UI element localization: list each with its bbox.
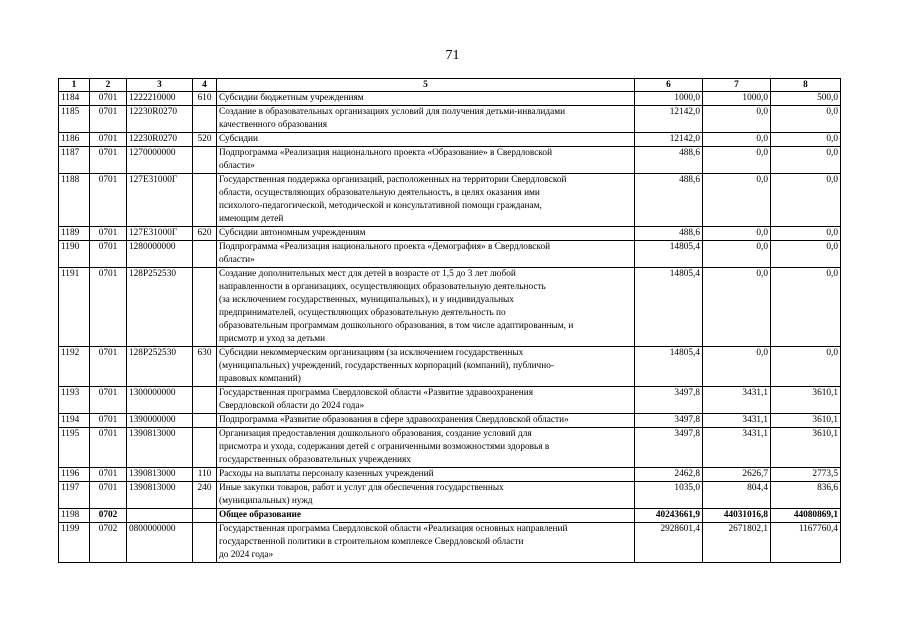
amount-year2-cell: 0,0 (703, 268, 771, 347)
expense-type-cell (193, 106, 217, 133)
target-article-cell: 128P252530 (127, 347, 193, 387)
amount-year3-cell: 0,0 (771, 347, 841, 387)
section-code-cell: 0701 (90, 241, 127, 268)
target-article-cell: 1270000000 (127, 147, 193, 174)
expense-type-cell (193, 414, 217, 428)
amount-year1-cell: 3497,8 (635, 428, 703, 468)
expense-type-cell: 520 (193, 133, 217, 147)
section-code-cell: 0701 (90, 482, 127, 509)
section-code-cell: 0701 (90, 147, 127, 174)
header-cell: 1 (59, 79, 90, 92)
section-code-cell: 0701 (90, 268, 127, 347)
row-number-cell: 1188 (59, 174, 90, 227)
amount-year3-cell: 1167760,4 (771, 523, 841, 563)
header-cell: 6 (635, 79, 703, 92)
amount-year1-cell: 14805,4 (635, 268, 703, 347)
table-row (59, 509, 841, 523)
item-name-cell: Субсидии (217, 133, 635, 147)
item-name-cell: Субсидии бюджетным учреждениям (217, 92, 635, 106)
expense-type-cell (193, 174, 217, 227)
item-name-cell: Подпрограмма «Реализация национального проекта «Демография» в Свердловской области» (217, 241, 635, 268)
row-number-cell: 1186 (59, 133, 90, 147)
amount-year2-cell: 0,0 (703, 241, 771, 268)
target-article-cell: 128P252530 (127, 268, 193, 347)
amount-year3-cell: 500,0 (771, 92, 841, 106)
table-row (59, 227, 841, 241)
amount-year3-cell: 0,0 (771, 133, 841, 147)
table-row (59, 92, 841, 106)
amount-year1-cell: 12142,0 (635, 133, 703, 147)
row-number-cell: 1198 (59, 509, 90, 523)
header-cell: 7 (703, 79, 771, 92)
target-article-cell: 1390813000 (127, 482, 193, 509)
item-name-cell: Государственная программа Свердловской области «Реализация основных направлений государственной политики в строительном комплексе Свердловской области до 2024 года» (217, 523, 635, 563)
amount-year2-cell: 0,0 (703, 347, 771, 387)
amount-year2-cell: 3431,1 (703, 387, 771, 414)
section-code-cell: 0701 (90, 468, 127, 482)
section-code-cell: 0702 (90, 523, 127, 563)
item-name-cell: Подпрограмма «Реализация национального проекта «Образование» в Свердловской области» (217, 147, 635, 174)
amount-year3-cell: 0,0 (771, 241, 841, 268)
item-name-cell: Субсидии некоммерческим организациям (за исключением государственных (муниципальных) учреждений, государственных корпораций (компаний), публично- правовых компаний) (217, 347, 635, 387)
expense-type-cell (193, 523, 217, 563)
table-row (59, 174, 841, 227)
table-row (59, 428, 841, 468)
table-row (59, 414, 841, 428)
target-article-cell: 1280000000 (127, 241, 193, 268)
page-number: 71 (445, 48, 460, 63)
item-name-cell: Иные закупки товаров, работ и услуг для обеспечения государственных (муниципальных) нужд (217, 482, 635, 509)
amount-year2-cell: 0,0 (703, 106, 771, 133)
amount-year1-cell: 2462,8 (635, 468, 703, 482)
expense-type-cell: 610 (193, 92, 217, 106)
row-number-cell: 1191 (59, 268, 90, 347)
amount-year1-cell: 14805,4 (635, 347, 703, 387)
amount-year1-cell: 3497,8 (635, 414, 703, 428)
target-article-cell: 12230R0270 (127, 106, 193, 133)
amount-year1-cell: 40243661,9 (635, 509, 703, 523)
amount-year1-cell: 2928601,4 (635, 523, 703, 563)
amount-year2-cell: 44031016,8 (703, 509, 771, 523)
amount-year3-cell: 836,6 (771, 482, 841, 509)
header-cell: 2 (90, 79, 127, 92)
amount-year1-cell: 488,6 (635, 227, 703, 241)
header-row (59, 79, 841, 92)
section-code-cell: 0701 (90, 227, 127, 241)
amount-year3-cell: 3610,1 (771, 387, 841, 414)
header-cell: 5 (217, 79, 635, 92)
amount-year3-cell: 0,0 (771, 268, 841, 347)
item-name-cell: Расходы на выплаты персоналу казенных учреждений (217, 468, 635, 482)
row-number-cell: 1184 (59, 92, 90, 106)
section-code-cell: 0701 (90, 428, 127, 468)
expense-type-cell (193, 241, 217, 268)
amount-year2-cell: 0,0 (703, 147, 771, 174)
target-article-cell: 12230R0270 (127, 133, 193, 147)
amount-year3-cell: 0,0 (771, 227, 841, 241)
section-code-cell: 0701 (90, 347, 127, 387)
amount-year3-cell: 44080869,1 (771, 509, 841, 523)
amount-year1-cell: 1000,0 (635, 92, 703, 106)
amount-year1-cell: 488,6 (635, 147, 703, 174)
target-article-cell: 0800000000 (127, 523, 193, 563)
amount-year3-cell: 3610,1 (771, 428, 841, 468)
amount-year1-cell: 488,6 (635, 174, 703, 227)
section-code-cell: 0701 (90, 133, 127, 147)
row-number-cell: 1192 (59, 347, 90, 387)
row-number-cell: 1195 (59, 428, 90, 468)
expense-type-cell (193, 268, 217, 347)
section-code-cell: 0702 (90, 509, 127, 523)
table-row (59, 387, 841, 414)
target-article-cell: 127E31000Г (127, 174, 193, 227)
row-number-cell: 1185 (59, 106, 90, 133)
expense-type-cell (193, 147, 217, 174)
item-name-cell: Общее образование (217, 509, 635, 523)
target-article-cell: 1390813000 (127, 428, 193, 468)
expense-type-cell: 630 (193, 347, 217, 387)
target-article-cell: 1390813000 (127, 468, 193, 482)
amount-year2-cell: 804,4 (703, 482, 771, 509)
amount-year2-cell: 2671802,1 (703, 523, 771, 563)
item-name-cell: Создание в образовательных организациях условий для получения детьми-инвалидами качественного образования (217, 106, 635, 133)
amount-year3-cell: 0,0 (771, 147, 841, 174)
target-article-cell (127, 509, 193, 523)
table-row (59, 106, 841, 133)
header-cell: 4 (193, 79, 217, 92)
expense-type-cell (193, 509, 217, 523)
table-row (59, 468, 841, 482)
item-name-cell: Подпрограмма «Развитие образования в сфере здравоохранения Свердловской области» (217, 414, 635, 428)
row-number-cell: 1189 (59, 227, 90, 241)
expense-type-cell (193, 387, 217, 414)
target-article-cell: 127E31000Г (127, 227, 193, 241)
table-row (59, 268, 841, 347)
amount-year1-cell: 1035,0 (635, 482, 703, 509)
amount-year3-cell: 0,0 (771, 174, 841, 227)
row-number-cell: 1197 (59, 482, 90, 509)
table-row (59, 523, 841, 563)
section-code-cell: 0701 (90, 387, 127, 414)
section-code-cell: 0701 (90, 414, 127, 428)
item-name-cell: Государственная программа Свердловской области «Развитие здравоохранения Свердловской области до 2024 года» (217, 387, 635, 414)
row-number-cell: 1199 (59, 523, 90, 563)
section-code-cell: 0701 (90, 174, 127, 227)
expense-type-cell: 240 (193, 482, 217, 509)
target-article-cell: 1300000000 (127, 387, 193, 414)
row-number-cell: 1187 (59, 147, 90, 174)
amount-year3-cell: 0,0 (771, 106, 841, 133)
table-row (59, 347, 841, 387)
amount-year2-cell: 0,0 (703, 133, 771, 147)
amount-year2-cell: 3431,1 (703, 428, 771, 468)
table-row (59, 482, 841, 509)
budget-table (58, 78, 841, 563)
target-article-cell: 1390000000 (127, 414, 193, 428)
amount-year2-cell: 3431,1 (703, 414, 771, 428)
amount-year1-cell: 14805,4 (635, 241, 703, 268)
header-cell: 8 (771, 79, 841, 92)
amount-year2-cell: 0,0 (703, 174, 771, 227)
target-article-cell: 1222210000 (127, 92, 193, 106)
amount-year3-cell: 2773,5 (771, 468, 841, 482)
expense-type-cell: 110 (193, 468, 217, 482)
table-row (59, 147, 841, 174)
item-name-cell: Организация предоставления дошкольного образования, создание условий для присмотра и ухода, содержания детей с ограниченными возможностями здоровья в государственных образовательных учреждениях (217, 428, 635, 468)
table-row (59, 241, 841, 268)
amount-year1-cell: 12142,0 (635, 106, 703, 133)
row-number-cell: 1196 (59, 468, 90, 482)
amount-year2-cell: 0,0 (703, 227, 771, 241)
amount-year2-cell: 1000,0 (703, 92, 771, 106)
header-cell: 3 (127, 79, 193, 92)
section-code-cell: 0701 (90, 92, 127, 106)
section-code-cell: 0701 (90, 106, 127, 133)
item-name-cell: Государственная поддержка организаций, расположенных на территории Свердловской области, осуществляющих образовательную деятельность, в целях оказания ими психолого-педагогической, методической и консультативной помощи гражданам, имеющим детей (217, 174, 635, 227)
table-row (59, 133, 841, 147)
amount-year2-cell: 2626,7 (703, 468, 771, 482)
expense-type-cell (193, 428, 217, 468)
row-number-cell: 1194 (59, 414, 90, 428)
item-name-cell: Субсидии автономным учреждениям (217, 227, 635, 241)
amount-year1-cell: 3497,8 (635, 387, 703, 414)
expense-type-cell: 620 (193, 227, 217, 241)
row-number-cell: 1193 (59, 387, 90, 414)
amount-year3-cell: 3610,1 (771, 414, 841, 428)
item-name-cell: Создание дополнительных мест для детей в возрасте от 1,5 до 3 лет любой направленности в организациях, осуществляющих образовательную деятельность (за исключением государственных, муниципальных), и у индивидуальных предпринимателей, осуществляющих образовательную деятельность по образовательным программам дошкольного образования, в том числе адаптированным, и присмотр и уход за детьми (217, 268, 635, 347)
row-number-cell: 1190 (59, 241, 90, 268)
